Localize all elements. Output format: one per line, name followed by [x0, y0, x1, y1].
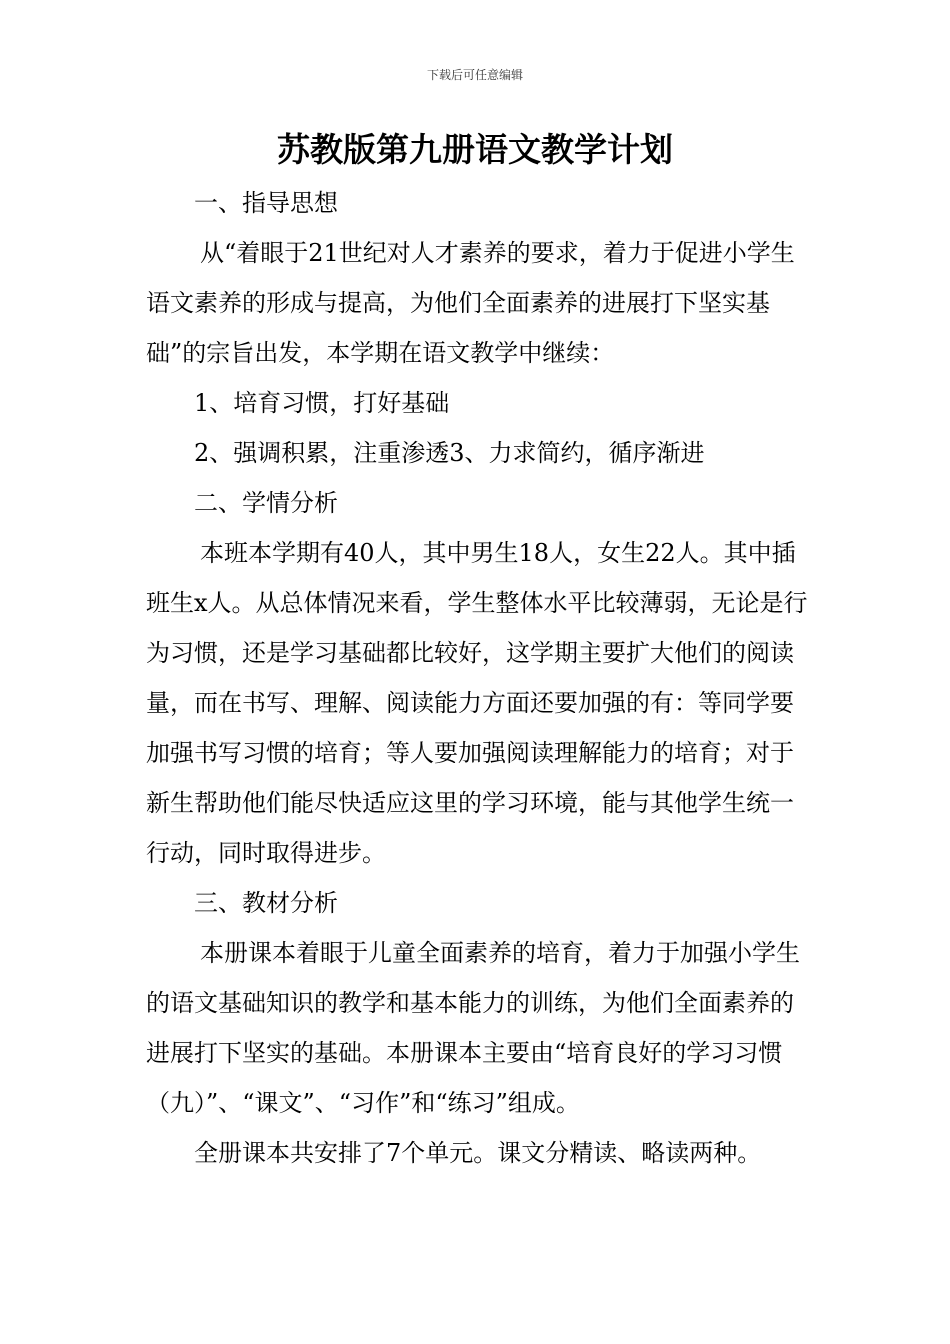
section-heading-textbook: 三、教材分析: [194, 889, 338, 917]
section-heading-students: 二、学情分析: [194, 489, 338, 517]
page-header-note: 下载后可任意编辑: [426, 68, 523, 82]
textbook-paragraph-1: 本册课本着眼于儿童全面素养的培育，着力于加强小学生的语文基础知识的教学和基本能力的训练，为他们全面素养的进展打下坚实的基础。本册课本主要由“培育良好的学习习惯（九）”、“课文”、“习作”和“练习”组成。: [146, 939, 800, 1117]
textbook-paragraph-2: 全册课本共安排了7个单元。课文分精读、略读两种。: [194, 1139, 762, 1167]
document-title: 苏教版第九册语文教学计划: [277, 130, 673, 169]
guiding-list-item-1: 1、培育习惯，打好基础: [194, 389, 450, 417]
guiding-list-item-2: 2、强调积累，注重渗透3、力求简约，循序渐进: [194, 439, 705, 467]
guiding-intro-paragraph: 从“着眼于21世纪对人才素养的要求，着力于促进小学生语文素养的形成与提高，为他们全面素养的进展打下坚实基础”的宗旨出发，本学期在语文教学中继续：: [146, 239, 795, 367]
document-body: [146, 178, 808, 1178]
section-heading-guiding: 一、指导思想: [194, 189, 338, 217]
students-paragraph: 本班本学期有40人，其中男生18人，女生22人。其中插班生x人。从总体情况来看，学生整体水平比较薄弱，无论是行为习惯，还是学习基础都比较好，这学期主要扩大他们的阅读量，而在书写、理解、阅读能力方面还要加强的有：等同学要加强书写习惯的培育；等人要加强阅读理解能力的培育；对于新生帮助他们能尽快适应这里的学习环境，能与其他学生统一行动，同时取得进步。: [146, 539, 808, 867]
